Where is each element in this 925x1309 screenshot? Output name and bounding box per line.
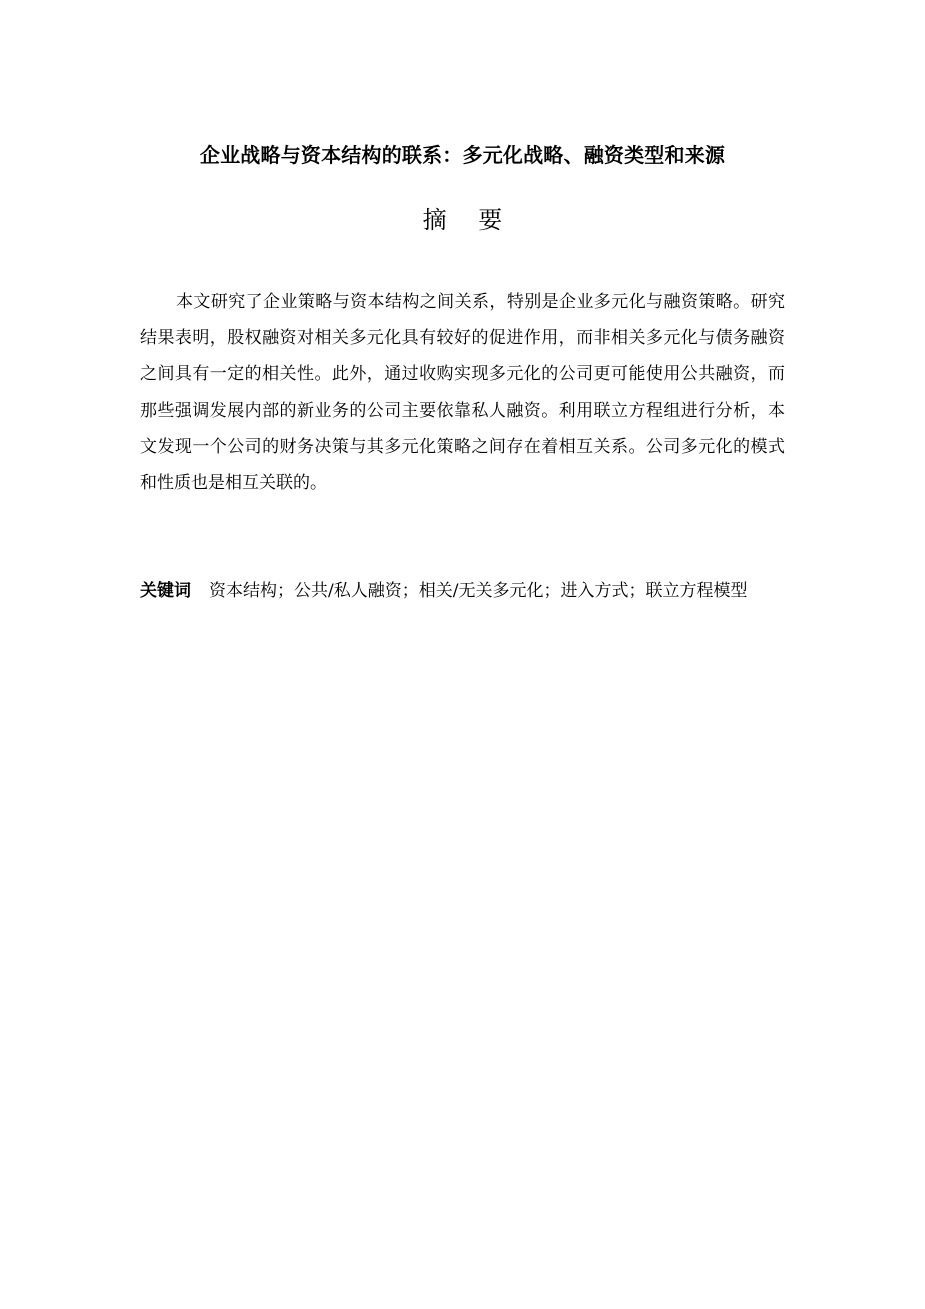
document-title: 企业战略与资本结构的联系：多元化战略、融资类型和来源 [199, 143, 726, 167]
keywords-list: 资本结构；公共/私人融资；相关/无关多元化；进入方式；联立方程模型 [209, 581, 748, 601]
abstract-paragraph: 本文研究了企业策略与资本结构之间关系，特别是企业多元化与融资策略。研究结果表明，股权融资对相关多元化具有较好的促进作用，而非相关多元化与债务融资之间具有一定的相关性。此外，通过收购实现多元化的公司更可能使用公共融资，而那些强调发展内部的新业务的公司主要依靠私人融资。利用联立方程组进行分析，本文发现一个公司的财务决策与其多元化策略之间存在着相互关系。公司多元化的模式和性质也是相互关联的。 [140, 292, 785, 494]
keywords-section [140, 574, 785, 608]
keywords-label: 关键词 [140, 581, 191, 601]
abstract-heading: 摘 要 [422, 206, 515, 234]
